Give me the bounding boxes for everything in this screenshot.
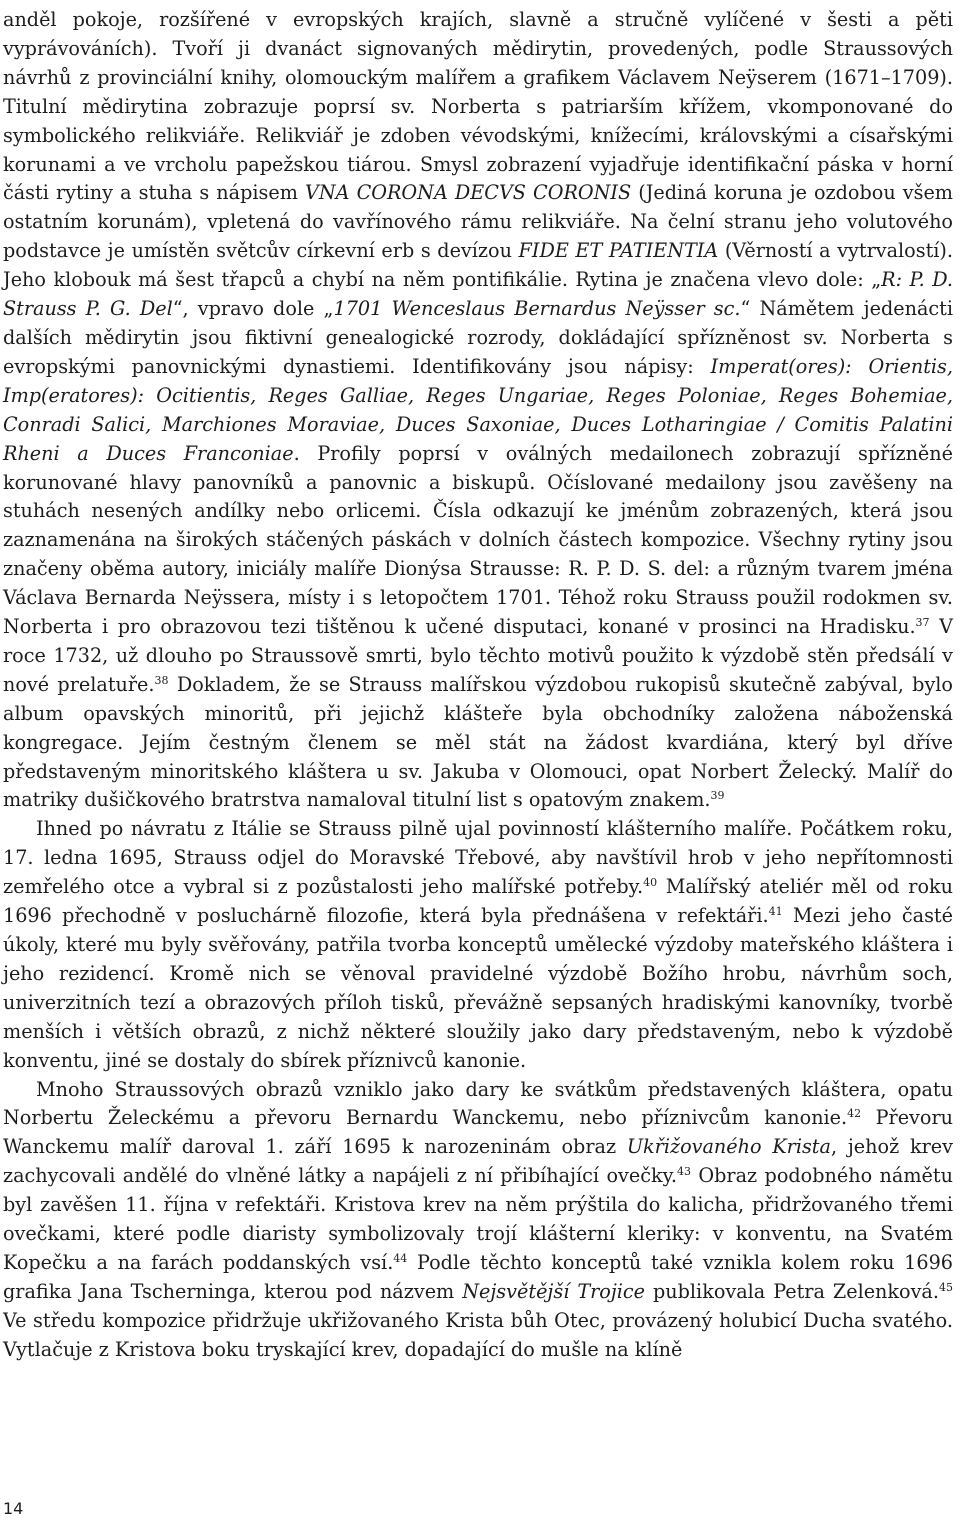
footnote-reference: 39 (710, 789, 725, 803)
paragraph-return-from-italy (3, 815, 953, 1075)
text-run: Dokladem, že se Strauss malířskou výzdobou rukopisů skutečně zabýval, bylo album opavských minoritů, při jejichž klášteře byla obchodníky založena náboženská kongregace. Jejím čestným členem se měl stát na žádost kvardiána, který byl dříve představeným minoritského kláštera u sv. Jakuba v Olomouci, opat Norbert Želecký. Malíř do matriky dušičkového bratrstva namaloval titulní list s opatovým znakem. (3, 672, 953, 812)
italic-text-run: 1701 Wenceslaus Bernardus Neÿsser sc. (333, 297, 741, 321)
text-run: (Věrností a vytrvalostí). Jeho klobouk má šest třapců a chybí na něm pontifikálie. Rytina je značena vlevo dole: „ (3, 239, 954, 292)
text-run: Převoru Wanckemu malíř daroval 1. září 1695 k narozeninám obraz (3, 1106, 953, 1159)
text-run: Obraz podobného námětu byl zavěšen 11. října v refektáři. Kristova krev na něm prýštila do kalicha, přidržovaného třemi ovečkami, které podle diaristy symbolizovaly trojí klášterní kleriky: v konventu, na Svatém Kopečku a na farách poddanských vsí. (3, 1164, 953, 1274)
text-run: Ihned po návratu z Itálie se Strauss pilně ujal povinností klášterního malíře. Počátkem roku, 17. ledna 1695, Strauss odjel do Moravské Třebové, aby navštívil hrob v jeho nepřítomnosti zemřelého otce a vybral si z pozůstalosti jeho malířské potřeby. (3, 817, 953, 899)
italic-text-run: VNA CORONA DECVS CORONIS (305, 181, 632, 205)
italic-text-run: Imperat(ores): Orientis, Imp(eratores): Ocitientis, Reges Galliae, Reges Ungariae, Reges Poloniae, Reges Bohemiae, Conradi Salici, Marchiones Moraviae, Duces Saxoniae, Duces Lotharingiae / Comitis Palatini Rheni a Duces Franconiae (3, 354, 953, 465)
text-run: Ve středu kompozice přidržuje ukřižovaného Krista bůh Otec, provázený holubicí Ducha svatého. Vytlačuje z Kristova boku tryskající krev, dopadající do mušle na klíně (3, 1308, 953, 1361)
paragraph-straussiana-continuation (3, 6, 953, 815)
footnote-reference: 44 (393, 1251, 408, 1265)
text-run: V roce 1732, už dlouho po Straussově smrti, bylo těchto motivů použito k výzdobě stěn předsálí v nové prelatuře. (3, 615, 953, 696)
italic-text-run: Nejsvětější Trojice (462, 1279, 646, 1303)
text-run: , jehož krev zachycovali andělé do vlněné látky a napájeli z ní přibíhající ovečky. (3, 1135, 953, 1188)
italic-text-run: R: P. D. Strauss P. G. Del (3, 268, 953, 321)
text-body (3, 6, 953, 1365)
footnote-reference: 43 (676, 1165, 691, 1179)
text-run: publikovala Petra Zelenková. (645, 1279, 939, 1303)
text-run: Mnoho Straussových obrazů vzniklo jako dary ke svátkům představených kláštera, opatu Norbertu Želeckému a převoru Bernardu Wanckemu, nebo příznivcům kanonie. (3, 1077, 953, 1130)
text-run: “ Námětem jedenácti dalších mědirytin jsou fiktivní genealogické rozrody, dokládající spřízněnost sv. Norberta s evropskými panovnickými dynastiemi. Identifikovány jsou nápisy: (3, 297, 953, 378)
text-run: Podle těchto konceptů také vznikla kolem roku 1696 grafika Jana Tscherninga, kterou pod názvem (3, 1250, 953, 1303)
page-number: 14 (3, 1499, 24, 1518)
footnote-reference: 41 (768, 905, 783, 919)
text-run: (Jediná koruna je ozdobou všem ostatním korunám), vpletená do vavřínového rámu relikviáře. Na čelní stranu jeho volutového podstavce je umístěn světcův církevní erb s devízou (3, 181, 953, 263)
text-run: Malířský ateliér měl od roku 1696 přechodně v posluchárně filozofie, která byla přednášena v refektáři. (3, 875, 953, 928)
italic-text-run: FIDE ET PATIENTIA (518, 239, 719, 263)
paragraph-gifts-for-holidays (3, 1076, 953, 1365)
footnote-reference: 42 (847, 1107, 862, 1121)
footnote-reference: 38 (154, 673, 169, 687)
text-run: “, vpravo dole „ (172, 297, 334, 321)
text-run: . Profily poprsí v oválných medailonech zobrazují spřízněné korunované hlavy panovníků a panovnic a biskupů. Očíslované medailony jsou zavěšeny na stuhách nesených andílky nebo orlicemi. Čísla odkazují ke jménům zobrazených, která jsou zaznamenána na širokých stáčených páskách v dolních částech kompozice. Všechny rytiny jsou značeny oběma autory, iniciály malíře Dionýsa Strausse: R. P. D. S. del: a různým tvarem jména Václava Bernarda Neÿssera, místy i s letopočtem 1701. Téhož roku Strauss použil rodokmen sv. Norberta i pro obrazovou tezi tištěnou k učené disputaci, konané v prosinci na Hradisku. (3, 441, 953, 639)
footnote-reference: 37 (915, 616, 930, 630)
text-run: anděl pokoje, rozšířené v evropských krajích, slavně a stručně vylíčené v šesti a pěti vyprávováních). Tvoří ji dvanáct signovaných mědirytin, provedených, podle Straussových návrhů z provinciální knihy, olomouckým malířem a grafikem Václavem Neÿserem (1671–1709). Titulní mědirytina zobrazuje poprsí sv. Norberta s patriarším křížem, vkomponované do symbolického relikviáře. Relikviář je zdoben vévodskými, knížecími, královskými a císařskými korunami a ve vrcholu papežskou tiárou. Smysl zobrazení vyjadřuje identifikační páska v horní části rytiny a stuha s nápisem (3, 8, 953, 205)
text-run: Mezi jeho časté úkoly, které mu byly svěřovány, patřila tvorba konceptů umělecké výzdoby mateřského kláštera i jeho rezidencí. Kromě nich se věnoval pravidelné výzdobě Božího hrobu, návrhům soch, univerzitních tezí a obrazových příloh tisků, převážně sepsaných hradiskými kanovníky, tvorbě menších i větších obrazů, z nichž některé sloužily jako dary představeným, nebo k výzdobě konventu, jiné se dostaly do sbírek příznivců kanonie. (3, 904, 953, 1072)
footnote-reference: 40 (643, 876, 658, 890)
footnote-reference: 45 (938, 1280, 953, 1294)
italic-text-run: Ukřižovaného Krista (626, 1135, 831, 1159)
